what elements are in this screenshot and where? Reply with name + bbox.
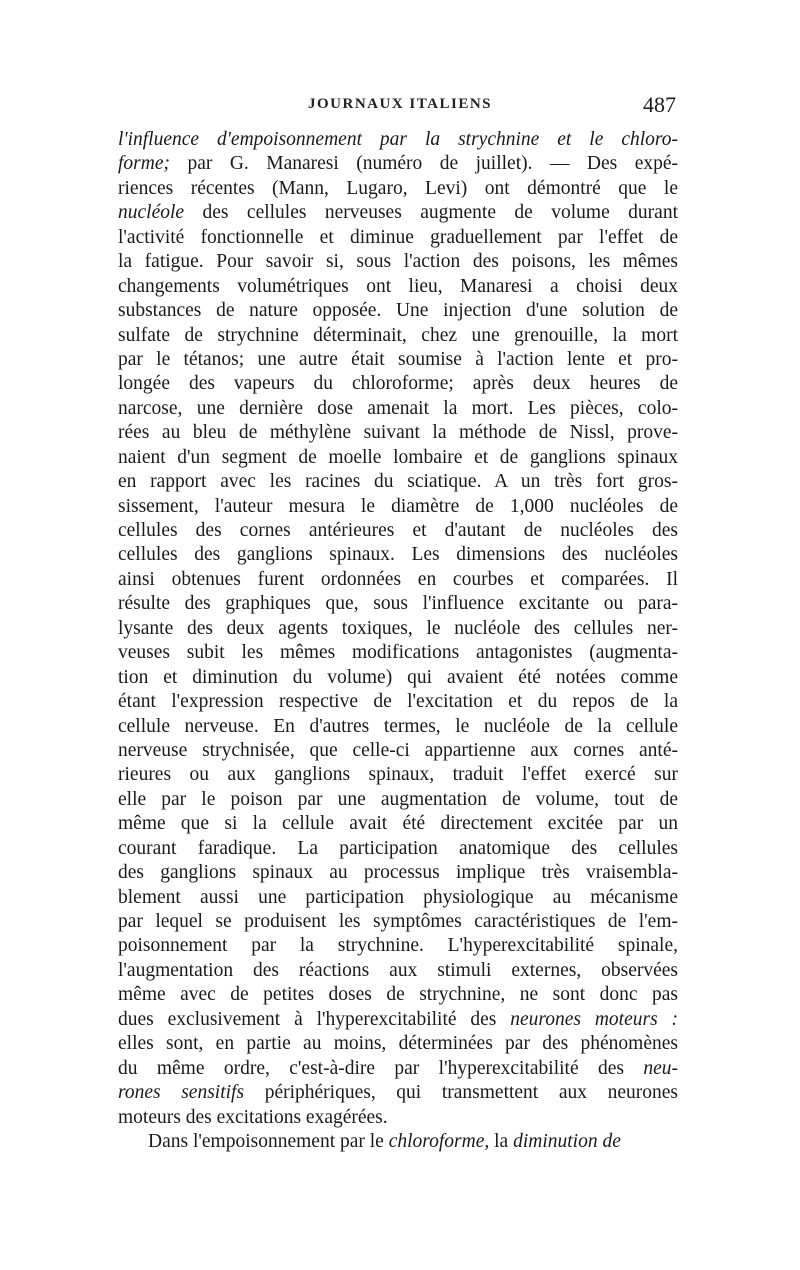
text-line xyxy=(118,788,678,812)
text-segment: chloroforme, xyxy=(388,1130,490,1152)
text-line xyxy=(118,739,678,763)
text-line xyxy=(118,837,678,861)
text-line xyxy=(118,568,678,592)
page-number: 487 xyxy=(643,92,676,117)
text-line xyxy=(118,959,678,983)
text-line xyxy=(118,421,678,445)
text-line xyxy=(118,372,678,396)
text-segment: périphériques, qui transmettent aux neurones xyxy=(244,1082,678,1104)
text-segment: lysante des deux agents toxiques, le nucléole des cellules ner- xyxy=(118,617,678,639)
text-line xyxy=(118,201,678,225)
text-segment: moteurs des excitations exagérées. xyxy=(118,1106,388,1128)
text-line xyxy=(118,690,678,714)
text-segment: rieures ou aux ganglions spinaux, traduit l'effet exercé sur xyxy=(118,764,678,786)
text-line xyxy=(118,128,678,152)
text-segment: substances de nature opposée. Une injection d'une solution de xyxy=(118,300,678,322)
text-line xyxy=(118,226,678,250)
text-segment: ainsi obtenues furent ordonnées en courbes et comparées. Il xyxy=(118,568,678,590)
text-line xyxy=(118,886,678,910)
text-segment: veuses subit les mêmes modifications antagonistes (augmenta- xyxy=(118,642,678,664)
text-line xyxy=(118,592,678,616)
text-line xyxy=(118,910,678,934)
text-line xyxy=(118,177,678,201)
text-line xyxy=(118,397,678,421)
text-segment: la xyxy=(489,1130,514,1152)
text-segment: cellule nerveuse. En d'autres termes, le nucléole de la cellule xyxy=(118,715,678,737)
text-line xyxy=(118,1130,678,1154)
text-segment: rones sensitifs xyxy=(118,1082,245,1104)
text-segment: elles sont, en partie au moins, déterminées par des phénomènes xyxy=(118,1033,678,1055)
text-segment: sulfate de strychnine déterminait, chez une grenouille, la mort xyxy=(118,324,678,346)
text-line xyxy=(118,275,678,299)
text-segment: étant l'expression respective de l'excitation et du repos de la xyxy=(118,691,678,713)
text-line xyxy=(118,1081,678,1105)
text-segment: même avec de petites doses de strychnine, ne sont donc pas xyxy=(118,984,678,1006)
text-line xyxy=(118,812,678,836)
text-segment: nerveuse strychnisée, que celle-ci appartienne aux cornes anté- xyxy=(118,739,678,761)
text-segment: cellules des cornes antérieures et d'autant de nucléoles des xyxy=(118,520,678,541)
text-segment: même que si la cellule avait été directement excitée par un xyxy=(118,813,678,835)
text-line xyxy=(118,519,678,543)
text-line xyxy=(118,763,678,787)
text-segment: du même ordre, c'est-à-dire par l'hyperexcitabilité des xyxy=(118,1057,644,1079)
text-segment: l'activité fonctionnelle et diminue graduellement par l'effet de xyxy=(118,226,678,248)
running-title: JOURNAUX ITALIENS xyxy=(308,96,492,112)
text-line xyxy=(118,983,678,1007)
text-segment: l'augmentation des réactions aux stimuli externes, observées xyxy=(118,959,678,981)
body-text xyxy=(118,128,678,1154)
text-segment: dues exclusivement à l'hyperexcitabilité des xyxy=(118,1008,511,1030)
text-segment: neu- xyxy=(643,1057,678,1079)
text-segment: résulte des graphiques que, sous l'influence excitante ou para- xyxy=(118,593,678,615)
text-line xyxy=(118,715,678,739)
text-segment: l'influence d'empoisonnement par la strychnine et le chloro- xyxy=(118,129,678,150)
text-segment: neurones moteurs : xyxy=(510,1008,678,1030)
text-segment: cellules des ganglions spinaux. Les dimensions des nucléoles xyxy=(118,544,678,566)
text-segment: par le tétanos; une autre était soumise à l'action lente et pro- xyxy=(118,348,678,370)
text-segment: en rapport avec les racines du sciatique. A un très fort gros- xyxy=(118,471,678,493)
text-segment: elle par le poison par une augmentation de volume, tout de xyxy=(118,788,678,810)
text-segment: par G. Manaresi (numéro de juillet). — Des expé- xyxy=(170,153,678,175)
text-segment: Dans l'empoisonnement par le xyxy=(148,1130,389,1152)
text-segment: longée des vapeurs du chloroforme; après deux heures de xyxy=(118,373,678,395)
text-line xyxy=(118,861,678,885)
text-segment: la fatigue. Pour savoir si, sous l'action des poisons, les mêmes xyxy=(118,251,678,273)
text-line xyxy=(118,617,678,641)
text-line xyxy=(118,152,678,176)
text-line xyxy=(118,1057,678,1081)
text-segment: blement aussi une participation physiologique au mécanisme xyxy=(118,886,678,908)
text-line xyxy=(118,446,678,470)
text-segment: changements volumétriques ont lieu, Manaresi a choisi deux xyxy=(118,275,678,297)
text-segment: tion et diminution du volume) qui avaient été notées comme xyxy=(118,666,678,688)
text-line xyxy=(118,299,678,323)
text-segment: des ganglions spinaux au processus implique très vraisembla- xyxy=(118,862,678,884)
text-segment: poisonnement par la strychnine. L'hyperexcitabilité spinale, xyxy=(118,935,678,957)
text-segment: des cellules nerveuses augmente de volume durant xyxy=(184,202,678,224)
text-segment: sissement, l'auteur mesura le diamètre de 1,000 nucléoles de xyxy=(118,495,678,517)
text-segment: naient d'un segment de moelle lombaire et de ganglions spinaux xyxy=(118,446,678,468)
text-line xyxy=(118,250,678,274)
text-line xyxy=(118,1008,678,1032)
text-segment: narcose, une dernière dose amenait la mort. Les pièces, colo- xyxy=(118,397,678,419)
text-line xyxy=(118,495,678,519)
text-line xyxy=(118,1106,678,1130)
text-segment: forme; xyxy=(118,153,170,175)
text-line xyxy=(118,324,678,348)
text-segment: nucléole xyxy=(118,202,185,224)
text-line xyxy=(118,641,678,665)
running-head xyxy=(120,92,680,120)
text-line xyxy=(118,666,678,690)
text-segment: rées au bleu de méthylène suivant la méthode de Nissl, prove- xyxy=(118,422,678,444)
text-segment: diminution de xyxy=(513,1130,621,1152)
text-line xyxy=(118,348,678,372)
text-segment: par lequel se produisent les symptômes caractéristiques de l'em- xyxy=(118,911,678,932)
text-segment: riences récentes (Mann, Lugaro, Levi) ont démontré que le xyxy=(118,177,678,199)
text-line xyxy=(118,470,678,494)
text-segment: courant faradique. La participation anatomique des cellules xyxy=(118,837,678,859)
text-line xyxy=(118,934,678,958)
text-line xyxy=(118,1032,678,1056)
text-line xyxy=(118,543,678,567)
